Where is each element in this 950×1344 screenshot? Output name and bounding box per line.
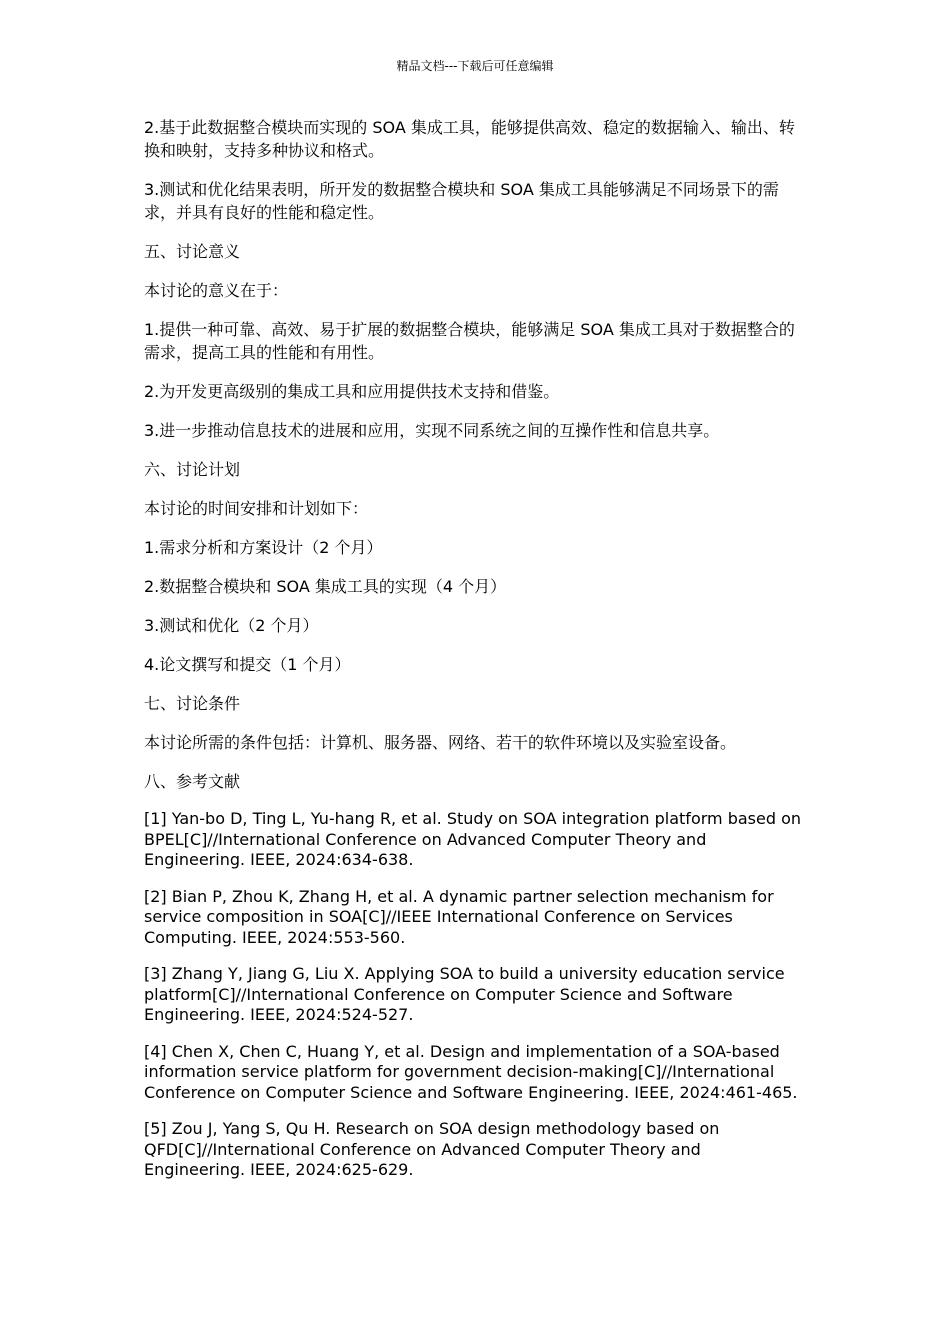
plan-item-4: 4.论文撰写和提交（1 个月） [144,655,351,674]
reference-item: [3] Zhang Y, Jiang G, Liu X. Applying SOA to build a university education service platform[C]//International Conference on Computer Science and Software Engineering. IEEE, 2024:524-527. [144,964,785,1024]
document-body [144,116,806,1197]
reference-item: [4] Chen X, Chen C, Huang Y, et al. Design and implementation of a SOA-based information service platform for government decision-making[C]//International Conference on Computer Science and Software Engineering. IEEE, 2024:461-465. [144,1041,798,1102]
plan-item-2: 2.数据整合模块和 SOA 集成工具的实现（4 个月） [144,577,507,596]
reference-item: [2] Bian P, Zhou K, Zhang H, et al. A dynamic partner selection mechanism for service composition in SOA[C]//IEEE International Conference on Services Computing. IEEE, 2024:553-560. [144,886,774,947]
page-header: 精品文档---下载后可任意编辑 [396,59,554,73]
section-heading-significance: 五、讨论意义 [144,242,241,261]
plan-item-3: 3.测试和优化（2 个月） [144,616,319,635]
plan-item-1: 1.需求分析和方案设计（2 个月） [144,538,383,557]
result-item-3: 3.测试和优化结果表明，所开发的数据整合模块和 SOA 集成工具能够满足不同场景下的需求，并具有良好的性能和稳定性。 [144,180,779,222]
significance-intro: 本讨论的意义在于： [144,281,289,300]
plan-intro: 本讨论的时间安排和计划如下： [144,499,369,518]
section-heading-conditions: 七、讨论条件 [144,694,241,713]
significance-item-2: 2.为开发更高级别的集成工具和应用提供技术支持和借鉴。 [144,382,560,401]
section-heading-plan: 六、讨论计划 [144,460,241,479]
significance-item-1: 1.提供一种可靠、高效、易于扩展的数据整合模块，能够满足 SOA 集成工具对于数据整合的需求，提高工具的性能和有用性。 [144,320,795,362]
reference-item: [1] Yan-bo D, Ting L, Yu-hang R, et al. Study on SOA integration platform based on BPEL[C]//International Conference on Advanced Computer Theory and Engineering. IEEE, 2024:634-638. [144,809,802,869]
section-heading-references: 八、参考文献 [144,772,241,791]
result-item-2: 2.基于此数据整合模块而实现的 SOA 集成工具，能够提供高效、稳定的数据输入、输出、转换和映射，支持多种协议和格式。 [144,118,795,160]
conditions-text: 本讨论所需的条件包括：计算机、服务器、网络、若干的软件环境以及实验室设备。 [144,733,737,752]
reference-item: [5] Zou J, Yang S, Qu H. Research on SOA design methodology based on QFD[C]//International Conference on Advanced Computer Theory and Engineering. IEEE, 2024:625-629. [144,1119,720,1179]
significance-item-3: 3.进一步推动信息技术的进展和应用，实现不同系统之间的互操作性和信息共享。 [144,421,720,440]
